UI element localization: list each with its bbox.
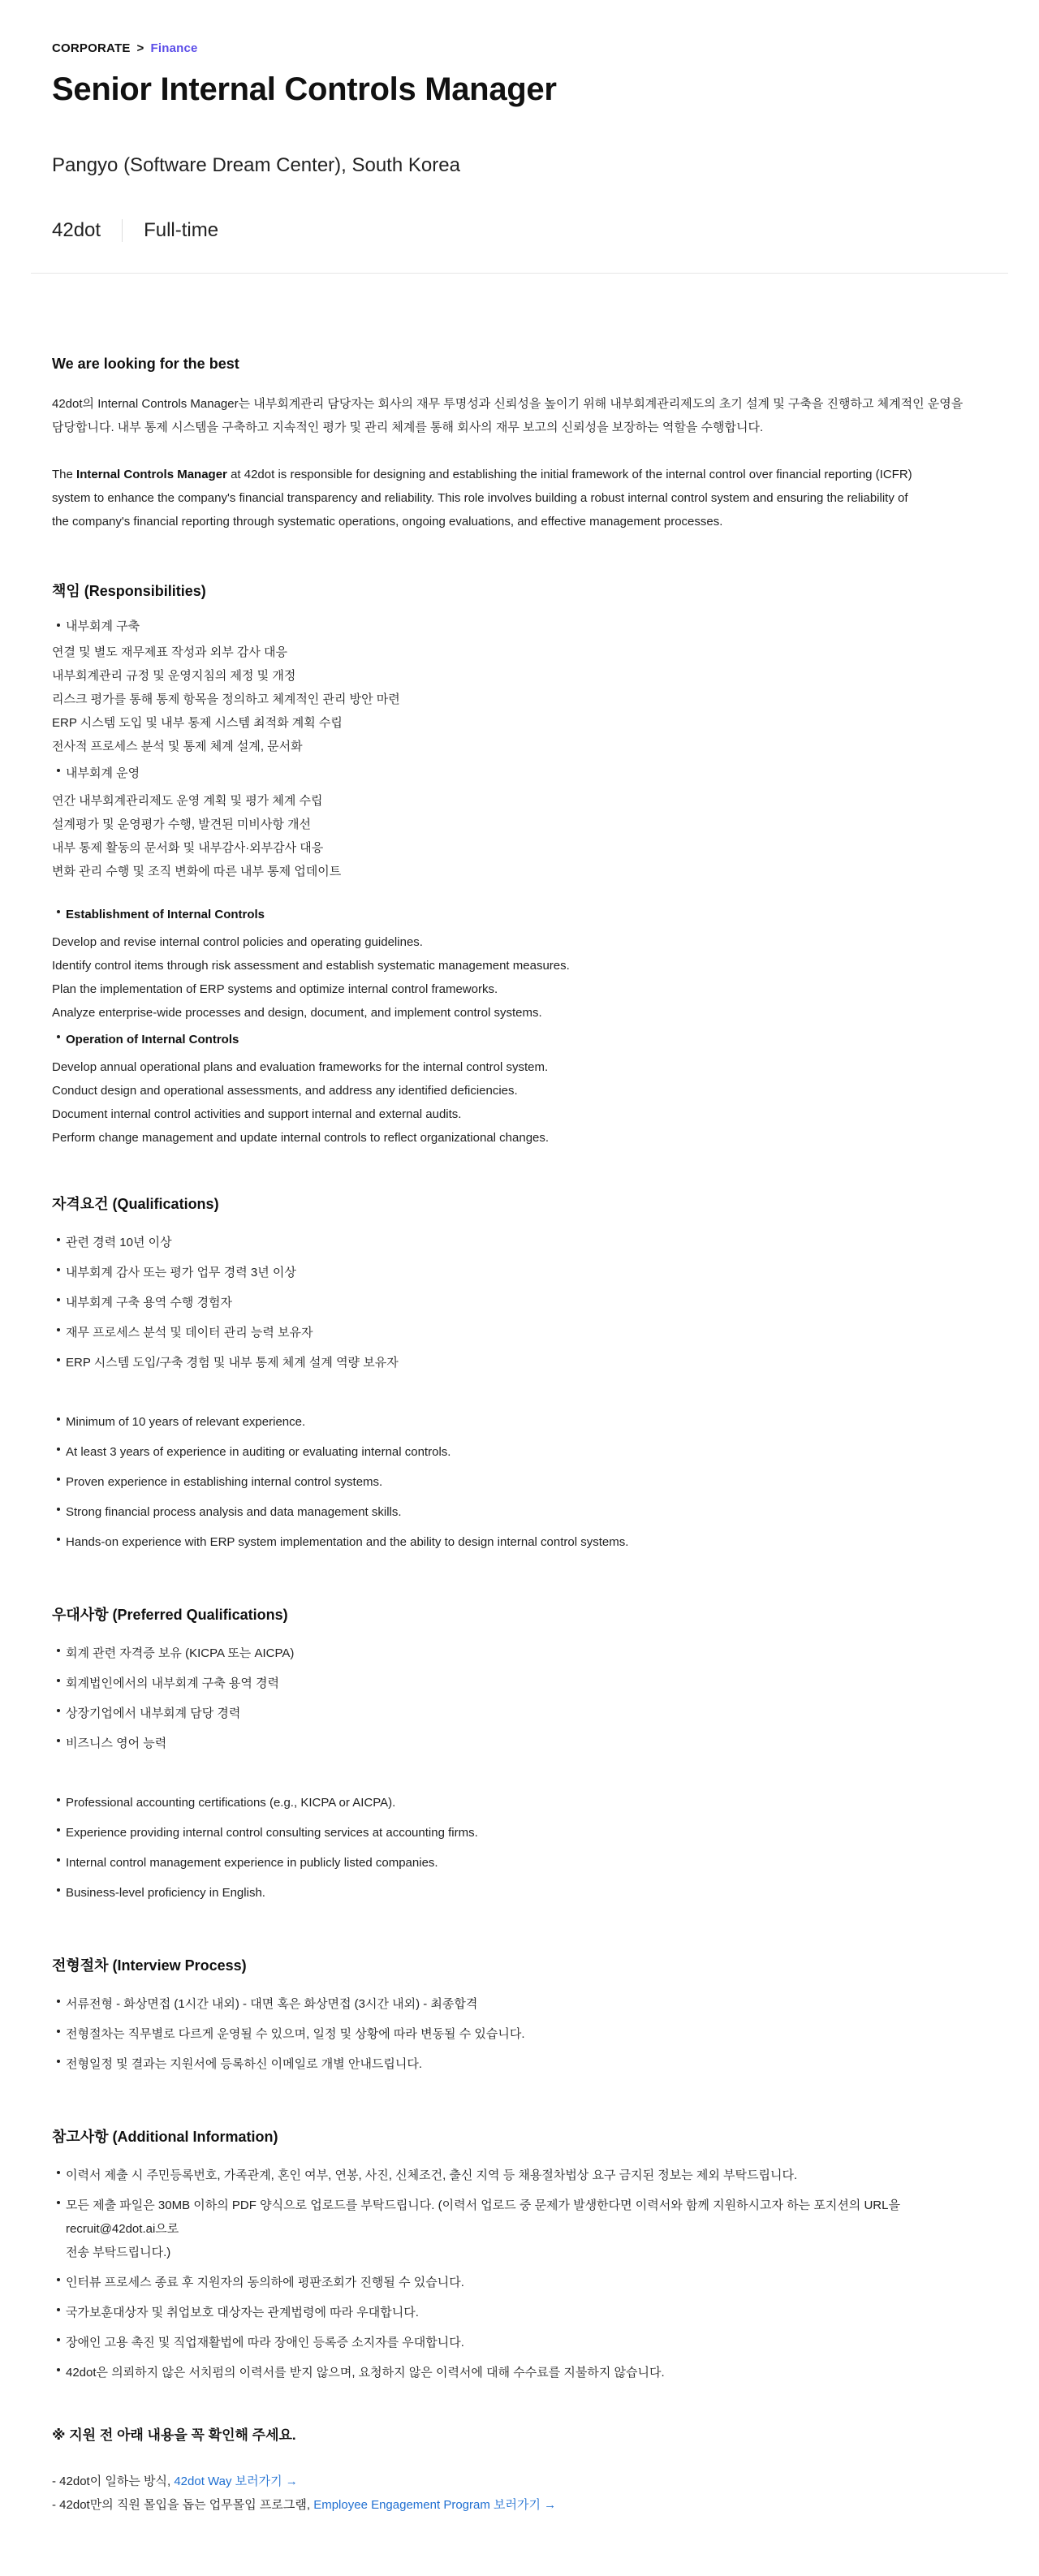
list-item: 전사적 프로세스 분석 및 통제 체계 설계, 문서화 [52,740,303,753]
job-location: Pangyo (Software Dream Center), South Korea [52,154,460,176]
resp-group [52,1025,987,1150]
list-item: 연간 내부회계관리제도 운영 계획 및 평가 체계 수립 [52,794,323,808]
notice-links [52,2470,987,2517]
list-item: 이력서 제출 시 주민등록번호, 가족관계, 혼인 여부, 연봉, 사진, 신체조건, 출신 지역 등 채용절차법상 요구 금지된 정보는 제외 부탁드립니다. [52,2160,987,2190]
page-title: Senior Internal Controls Manager [52,71,557,107]
list-item: Strong financial process analysis and data management skills. [52,1497,987,1527]
resp-group-title: Establishment of Internal Controls [52,900,987,930]
responsibilities-heading: 책임 (Responsibilities) [52,583,206,599]
intro-heading: We are looking for the best [52,356,239,372]
list-item: 비즈니스 영어 능력 [52,1728,987,1758]
interview-list [52,1989,987,2079]
breadcrumb-current[interactable]: Finance [150,41,198,55]
resp-group [52,900,987,1025]
intro-en-line: system to enhance the company's financial transparency and reliability. This role involves building a robust internal control system and ensuring the reliability of [52,491,908,505]
notice-line [52,2493,987,2517]
notice-heading: ※ 지원 전 아래 내용을 꼭 확인해 주세요. [52,2427,296,2443]
qualifications-ko-list [52,1228,987,1378]
list-item: 42dot은 의뢰하지 않은 서치펌의 이력서를 받지 않으며, 요청하지 않은 이력서에 대해 수수료를 지불하지 않습니다. [52,2358,987,2388]
list-item: Minimum of 10 years of relevant experience. [52,1407,987,1437]
notice-prefix: - 42dot이 일하는 방식, [52,2475,171,2488]
resp-group-title: Operation of Internal Controls [52,1025,987,1055]
list-item: Internal control management experience in publicly listed companies. [52,1848,987,1878]
list-item: ERP 시스템 도입 및 내부 통제 시스템 최적화 계획 수립 [52,716,343,730]
additional-info-heading: 참고사항 (Additional Information) [52,2129,278,2145]
list-item: 장애인 고용 촉진 및 직업재활법에 따라 장애인 등록증 소지자를 우대합니다. [52,2328,987,2358]
list-item: 내부회계 구축 용역 수행 경험자 [52,1288,987,1318]
additional-info-list [52,2160,987,2388]
job-header [0,0,1039,244]
intro-en-prefix: The [52,468,73,481]
breadcrumb-parent[interactable]: CORPORATE [52,41,131,55]
list-item: 재무 프로세스 분석 및 데이터 관리 능력 보유자 [52,1318,987,1348]
preferred-heading: 우대사항 (Preferred Qualifications) [52,1607,288,1623]
company-name: 42dot [52,219,101,241]
list-item: 변화 관리 수행 및 조직 변화에 따른 내부 통제 업데이트 [52,865,342,878]
list-item: 관련 경력 10년 이상 [52,1228,987,1258]
list-item: 내부 통제 활동의 문서화 및 내부감사·외부감사 대응 [52,841,324,855]
list-item-line: 모든 제출 파일은 30MB 이하의 PDF 양식으로 업로드를 부탁드립니다. (이력서 업로드 중 문제가 발생한다면 이력서와 함께 지원하시고자 하는 포지션의 URL을 recruit@42dot.ai으로 [66,2198,900,2236]
breadcrumb [52,39,987,57]
list-item: Document internal control activities and support internal and external audits. [52,1107,462,1121]
list-item: Analyze enterprise-wide processes and design, document, and implement control systems. [52,1006,542,1020]
intro-en-line: the company's financial reporting through systematic operations, ongoing evaluations, and effective management processes. [52,515,723,529]
meta-divider [122,219,123,242]
qualifications-en-list [52,1407,987,1557]
list-item [52,2190,987,2267]
list-item: 회계 관련 자격증 보유 (KICPA 또는 AICPA) [52,1638,987,1668]
list-item: 전형절차는 직무별로 다르게 운영될 수 있으며, 일정 및 상황에 따라 변동될 수 있습니다. [52,2019,987,2049]
intro-role-name: Internal Controls Manager [76,468,227,481]
list-item: Proven experience in establishing internal control systems. [52,1467,987,1497]
list-item: ERP 시스템 도입/구축 경험 및 내부 통제 체계 설계 역량 보유자 [52,1348,987,1378]
notice-line [52,2470,987,2493]
list-item: 설계평가 및 운영평가 수행, 발견된 미비사항 개선 [52,818,311,831]
intro-en-line [52,463,987,486]
list-item: Conduct design and operational assessments, and address any identified deficiencies. [52,1084,518,1098]
notice-prefix: - 42dot만의 직원 몰입을 돕는 업무몰입 프로그램, [52,2498,311,2512]
list-item: 인터뷰 프로세스 종료 후 지원자의 동의하에 평판조회가 진행될 수 있습니다. [52,2267,987,2298]
list-item: 국가보훈대상자 및 취업보호 대상자는 관계법령에 따라 우대합니다. [52,2298,987,2328]
list-item: Plan the implementation of ERP systems and optimize internal control frameworks. [52,982,498,996]
resp-group-title: 내부회계 구축 [52,613,987,641]
intro-ko-line: 담당합니다. 내부 통제 시스템을 구축하고 지속적인 평가 및 관리 체계를 통해 회사의 재무 보고의 신뢰성을 보장하는 역할을 수행합니다. [52,421,764,434]
list-item: Business-level proficiency in English. [52,1878,987,1908]
list-item: 리스크 평가를 통해 통제 항목을 정의하고 체계적인 관리 방안 마련 [52,693,400,706]
interview-heading: 전형절차 (Interview Process) [52,1957,247,1974]
list-item: 서류전형 - 화상면접 (1시간 내외) - 대면 혹은 화상면접 (3시간 내외) - 최종합격 [52,1989,987,2019]
list-item: 내부회계 감사 또는 평가 업무 경력 3년 이상 [52,1258,987,1288]
list-item: Develop annual operational plans and evaluation frameworks for the internal control system. [52,1060,549,1074]
employment-type: Full-time [144,219,219,241]
resp-group [52,613,987,758]
list-item: Perform change management and update internal controls to reflect organizational changes. [52,1131,550,1145]
list-item: Hands-on experience with ERP system implementation and the ability to design internal control systems. [52,1527,987,1557]
job-description [0,274,1039,2517]
list-item: At least 3 years of experience in auditing or evaluating internal controls. [52,1437,987,1467]
intro-en-rest: at 42dot is responsible for designing and establishing the initial framework of the internal control over financial reporting (ICFR) [231,468,912,481]
preferred-en-list [52,1788,987,1908]
list-item: Identify control items through risk assessment and establish systematic management measures. [52,959,570,973]
preferred-ko-list [52,1638,987,1758]
resp-group [52,758,987,883]
list-item: Professional accounting certifications (e.g., KICPA or AICPA). [52,1788,987,1818]
resp-group-title: 내부회계 운영 [52,758,987,789]
breadcrumb-separator: > [136,41,144,55]
qualifications-heading: 자격요건 (Qualifications) [52,1196,219,1212]
engagement-program-link[interactable]: Employee Engagement Program 보러가기 → [313,2498,557,2512]
intro-ko-line: 42dot의 Internal Controls Manager는 내부회계관리 담당자는 회사의 재무 투명성과 신뢰성을 높이기 위해 내부회계관리제도의 초기 설계 및 구축을 진행하고 체계적인 운영을 [52,397,964,411]
list-item: Develop and revise internal control policies and operating guidelines. [52,935,423,949]
list-item: 회계법인에서의 내부회계 구축 용역 경력 [52,1668,987,1698]
list-item: 연결 및 별도 재무제표 작성과 외부 감사 대응 [52,645,287,659]
list-item-line: 전송 부탁드립니다.) [66,2246,171,2259]
way-link[interactable]: 42dot Way 보러가기 → [174,2475,298,2488]
list-item: 내부회계관리 규정 및 운영지침의 제정 및 개정 [52,669,296,683]
list-item: 전형일정 및 결과는 지원서에 등록하신 이메일로 개별 안내드립니다. [52,2049,987,2079]
job-meta [52,218,987,244]
list-item: 상장기업에서 내부회계 담당 경력 [52,1698,987,1728]
list-item: Experience providing internal control consulting services at accounting firms. [52,1818,987,1848]
